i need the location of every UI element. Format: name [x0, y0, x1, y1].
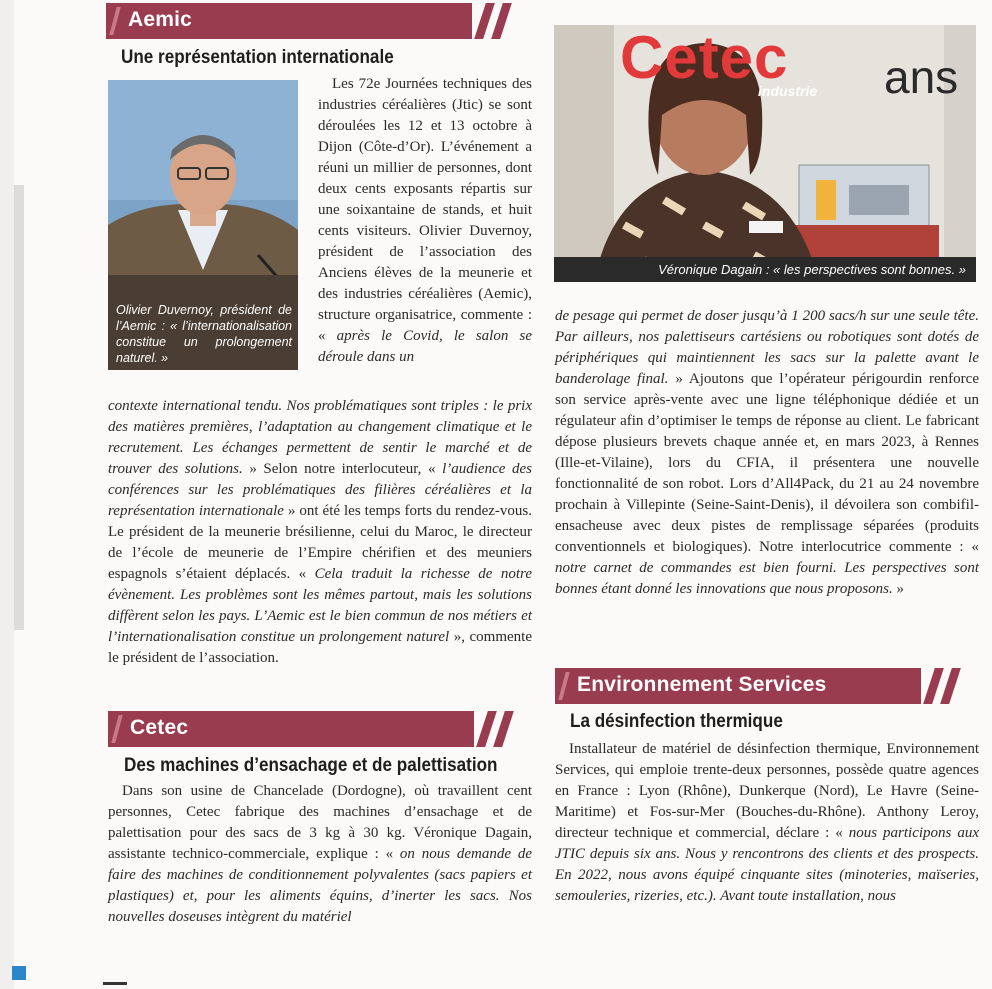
aemic-text-1: Les 72e Journées techniques des industries céréalières (Jtic) se sont déroulées les 12 et 13 octobre à Dijon (Côte-d’Or). L’événement a réuni un millier de personnes, dont deux cents exposants répartis sur une soixantaine de stands, et huit cents visiteurs. Olivier Duvernoy, président de l’association des Anciens élèves de la meunerie et des industries céréalières (Aemic), structure organisatrice, commente : «	[318, 76, 532, 344]
cetec-quote-1: on nous demande de faire des machines de conditionnement polyvalentes (sacs papiers et plastiques) et, pour les aliments équins, d’inerter les sacs. Nos nouvelles doseuses intègrent du matériel	[108, 846, 532, 925]
aemic-title: Une représentation internationale	[121, 47, 394, 68]
banner-env-label: Environnement Services	[577, 673, 827, 696]
cetec-text-1: Dans son usine de Chancelade (Dordogne), où travaillent cent personnes, Cetec fabrique des machines d’ensachage et de palettisation pour des sacs de 3 kg à 30 kg. Véronique Dagain, assistante technico-commerciale, explique : «	[108, 783, 532, 862]
caption-aemic-text: Olivier Duvernoy, président de l’Aemic : « l’internationalisation constitue un prolongement naturel. »	[116, 303, 292, 365]
caption-bar-cetec	[554, 257, 976, 282]
aemic-text-3: » ont été les temps forts du rendez-vous. Le président de la meunerie brésilienne, celui du Maroc, le directeur de l’école de meunerie de l’Empire chérifien et des meuniers espagnols s’étaient déplacés. «	[108, 503, 532, 582]
aemic-quote-1b: contexte international tendu. Nos problématiques sont triples : le prix des matières premières, l’adaptation au changement climatique et le recrutement. Les échanges permettent de sentir le marché et de trouver des solutions.	[108, 398, 532, 477]
photo-sign-main: Cetec	[620, 25, 789, 91]
caption-cetec: Véronique Dagain : « les perspectives sont bonnes. »	[658, 262, 966, 277]
cetec-text-2: » Ajoutons que l’opérateur périgourdin renforce son service après-vente avec une ligne téléphonique dédiée et un régulateur afin d’optimiser le temps de réponse au client. Le fabricant dépose plusieurs brevets chaque année et, en mars 2023, à Rennes (Ille-et-Vilaine), lors du CFIA, il présentera une nouvelle fonctionnalité de son robot. Lors d’All4Pack, du 21 au 24 novembre prochain à Villepinte (Seine-Saint-Denis), il dévoilera son combifil-ensacheuse avec deux pistes de remplissage séparées (produits conventionnels et biologiques). Notre interlocutrice commente : «	[555, 371, 979, 555]
env-quote-1: nous participons aux JTIC depuis six ans. Nous y rencontrons des clients et des prospects. En 2022, nous avons équipé cinquante sites (minoteries, maïseries, semouleries, rizeries, etc.). Avant toute installation, nous	[555, 825, 979, 904]
banner-env	[555, 668, 965, 704]
aemic-body-right	[318, 74, 532, 368]
page-margin	[0, 0, 14, 989]
env-text-1: Installateur de matériel de désinfection thermique, Environnement Services, qui emploie trente-deux personnes, possède quatre agences en France : Lyon (Rhône), Dunkerque (Nord), Le Havre (Seine-Maritime) et Fos-sur-Mer (Bouches-du-Rhône). Anthony Leroy, directeur technique et commercial, déclare : «	[555, 741, 979, 841]
banner-aemic	[106, 3, 516, 39]
margin-bar	[14, 185, 24, 630]
cetec-text-3: »	[892, 581, 905, 597]
banner-cetec	[108, 711, 518, 747]
folio-square	[12, 966, 26, 980]
photo-veronique-dagain	[554, 25, 976, 282]
photo-sign-right: ans	[884, 51, 959, 103]
caption-aemic	[116, 302, 292, 366]
cetec-quote-2: de pesage qui permet de doser jusqu’à 1 200 sacs/h sur une seule tête. Par ailleurs, nos palettiseurs cartésiens ou robotiques sont dotés de périphériques qui maintiennent les sacs sur la palette avant le banderolage final.	[555, 308, 979, 387]
aemic-quote-3: Cela traduit la richesse de notre évènement. Les problèmes sont les mêmes partout, mais les solutions diffèrent selon les pays. L’Aemic est le bien commun de nos métiers et l’internationalisation constitue un prolongement naturel	[108, 566, 532, 645]
env-title: La désinfection thermique	[570, 711, 783, 732]
aemic-text-4: », commente le président de l’association.	[108, 629, 532, 666]
aemic-quote-1a: après le Covid, le salon se déroule dans un	[318, 328, 532, 365]
cetec-body-right	[555, 306, 979, 600]
cetec-body-left	[108, 781, 532, 928]
aemic-body-full	[108, 396, 532, 669]
banner-cetec-label: Cetec	[130, 716, 189, 739]
cetec-quote-3: notre carnet de commandes est bien fourni. Les perspectives sont bonnes étant donné les innovations que nous proposons.	[555, 560, 979, 597]
aemic-text-2: » Selon notre interlocuteur, «	[242, 461, 443, 477]
page-rule	[103, 982, 127, 985]
photo-olivier-duvernoy	[108, 80, 298, 370]
photo-sign-sub: industrie	[758, 83, 818, 99]
banner-aemic-label: Aemic	[128, 8, 193, 31]
cetec-title: Des machines d’ensachage et de palettisation	[124, 755, 498, 776]
aemic-quote-2: l’audience des conférences sur les problématiques des filières céréalières et la représentation internationale	[108, 461, 532, 519]
env-body	[555, 739, 979, 907]
photo-sign	[620, 25, 789, 91]
